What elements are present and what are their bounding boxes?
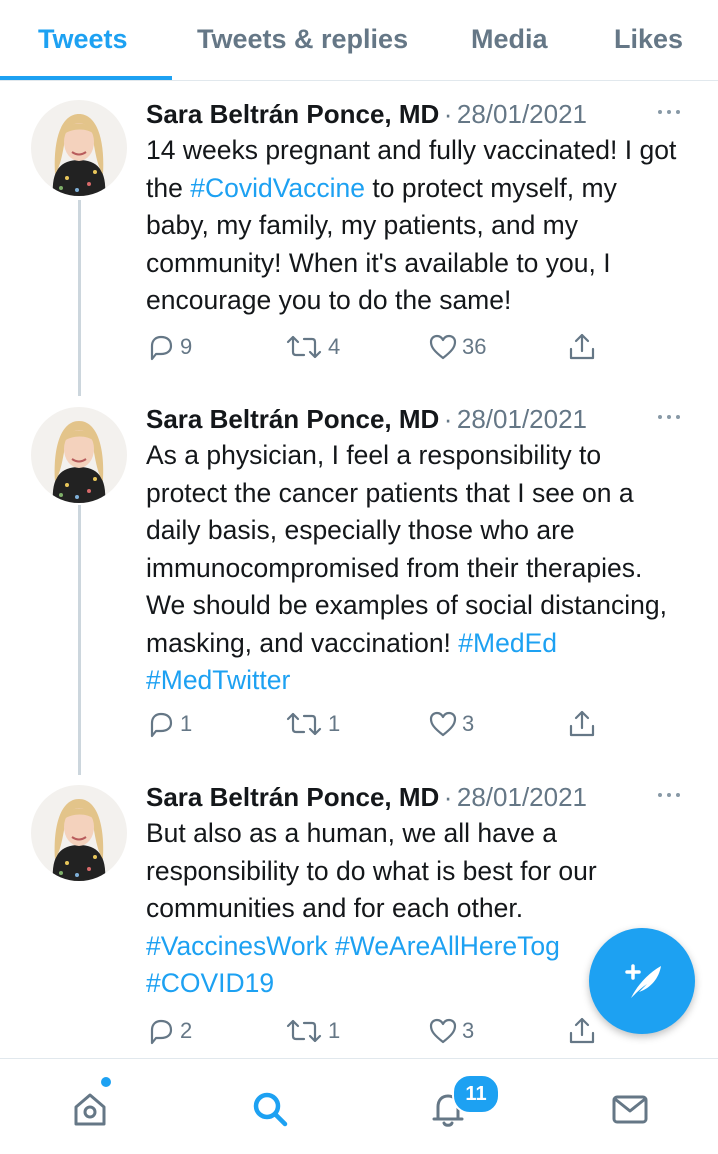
retweet-icon <box>284 709 324 739</box>
like-count: 3 <box>462 711 475 736</box>
tweet-actions <box>146 706 626 742</box>
hashtag-link[interactable]: #WeAreAllHereTog <box>335 930 560 961</box>
tweet-text-run: But also as a human, we all have a responsibility to do what is best for our communities and for each other. <box>146 818 597 923</box>
nav-home[interactable] <box>60 1079 120 1139</box>
tweet-date[interactable]: 28/01/2021 <box>456 782 588 812</box>
notifications-count-badge: 11 <box>452 1074 500 1114</box>
tweet-text-run: to protect myself, my baby, my family, my patients, and my community! When it's available to you, I encourage you to do the same! <box>146 172 617 315</box>
hashtag-link[interactable]: #VaccinesWork <box>146 930 328 961</box>
profile-tabs <box>0 0 718 81</box>
share-icon <box>566 1015 598 1047</box>
like-count: 3 <box>462 1018 475 1043</box>
home-unread-dot <box>101 1077 111 1087</box>
tab-likes[interactable]: Likes <box>614 24 684 54</box>
search-icon <box>250 1089 290 1129</box>
nav-search[interactable] <box>240 1079 300 1139</box>
separator: · <box>443 782 453 812</box>
compose-tweet-icon <box>617 956 667 1006</box>
avatar[interactable] <box>31 100 127 196</box>
reply-icon <box>146 709 176 739</box>
separator: · <box>443 99 453 129</box>
retweet-button[interactable] <box>284 1013 340 1049</box>
tweet-date[interactable]: 28/01/2021 <box>456 99 588 129</box>
reply-icon <box>146 1016 176 1046</box>
bottom-navigation <box>0 1058 718 1154</box>
share-button[interactable] <box>566 706 598 742</box>
tweet-date[interactable]: 28/01/2021 <box>456 404 588 434</box>
tab-media[interactable]: Media <box>471 24 548 54</box>
avatar[interactable] <box>31 785 127 881</box>
like-button[interactable] <box>428 329 486 365</box>
reply-button[interactable] <box>146 1013 192 1049</box>
nav-messages[interactable] <box>600 1079 660 1139</box>
share-icon <box>566 708 598 740</box>
tweet-text <box>146 132 686 320</box>
tweet-header <box>146 401 587 437</box>
more-options-icon[interactable] <box>656 783 686 807</box>
retweet-count: 4 <box>328 334 341 359</box>
tab-tweets[interactable]: Tweets <box>38 24 128 54</box>
tweet-actions <box>146 1013 626 1049</box>
reply-count: 2 <box>180 1018 193 1043</box>
thread-line <box>78 505 81 775</box>
retweet-button[interactable] <box>284 706 340 742</box>
like-icon <box>428 332 458 362</box>
avatar-image <box>31 100 127 196</box>
hashtag-link[interactable]: #MedEd <box>458 627 557 658</box>
more-options-icon[interactable] <box>656 405 686 429</box>
reply-button[interactable] <box>146 706 192 742</box>
tweet-text-run <box>328 931 335 961</box>
hashtag-link[interactable]: #COVID19 <box>146 968 275 998</box>
reply-icon <box>146 332 176 362</box>
hashtag-link[interactable]: #CovidVaccine <box>190 172 366 203</box>
like-button[interactable] <box>428 1013 474 1049</box>
like-button[interactable] <box>428 706 474 742</box>
reply-count: 9 <box>180 334 193 359</box>
tab-tweets-and-replies[interactable]: Tweets & replies <box>197 24 409 54</box>
share-button[interactable] <box>566 1013 598 1049</box>
active-tab-indicator <box>0 76 172 80</box>
retweet-count: 1 <box>328 711 341 736</box>
compose-tweet-button[interactable] <box>589 928 695 1034</box>
messages-icon <box>610 1089 650 1129</box>
author-name[interactable]: Sara Beltrán Ponce, MD <box>146 404 440 434</box>
like-count: 36 <box>462 334 487 359</box>
share-button[interactable] <box>566 329 598 365</box>
more-options-icon[interactable] <box>656 100 686 124</box>
retweet-count: 1 <box>328 1018 341 1043</box>
like-icon <box>428 709 458 739</box>
reply-button[interactable] <box>146 329 192 365</box>
retweet-icon <box>284 1016 324 1046</box>
tweet-text-run: 14 weeks pregnant and fully vaccinated! I got the <box>146 135 677 203</box>
share-icon <box>566 331 598 363</box>
separator: · <box>443 404 453 434</box>
like-icon <box>428 1016 458 1046</box>
reply-count: 1 <box>180 711 193 736</box>
author-name[interactable]: Sara Beltrán Ponce, MD <box>146 782 440 812</box>
avatar-image <box>31 407 127 503</box>
tweet-actions <box>146 329 626 365</box>
author-name[interactable]: Sara Beltrán Ponce, MD <box>146 99 440 129</box>
retweet-icon <box>284 332 324 362</box>
tweet-header <box>146 96 587 132</box>
tweet-header <box>146 779 587 815</box>
home-icon <box>70 1089 110 1129</box>
avatar-image <box>31 785 127 881</box>
thread-line <box>78 200 81 396</box>
tweet-text <box>146 437 686 700</box>
avatar[interactable] <box>31 407 127 503</box>
retweet-button[interactable] <box>284 329 340 365</box>
tweet-text-run: As a physician, I feel a responsibility to protect the cancer patients that I see on a daily basis, especially those who are immunocompromised from their therapies. We should be examples of social distancing, masking, and vaccination! <box>146 440 667 658</box>
hashtag-link[interactable]: #MedTwitter <box>146 665 291 695</box>
